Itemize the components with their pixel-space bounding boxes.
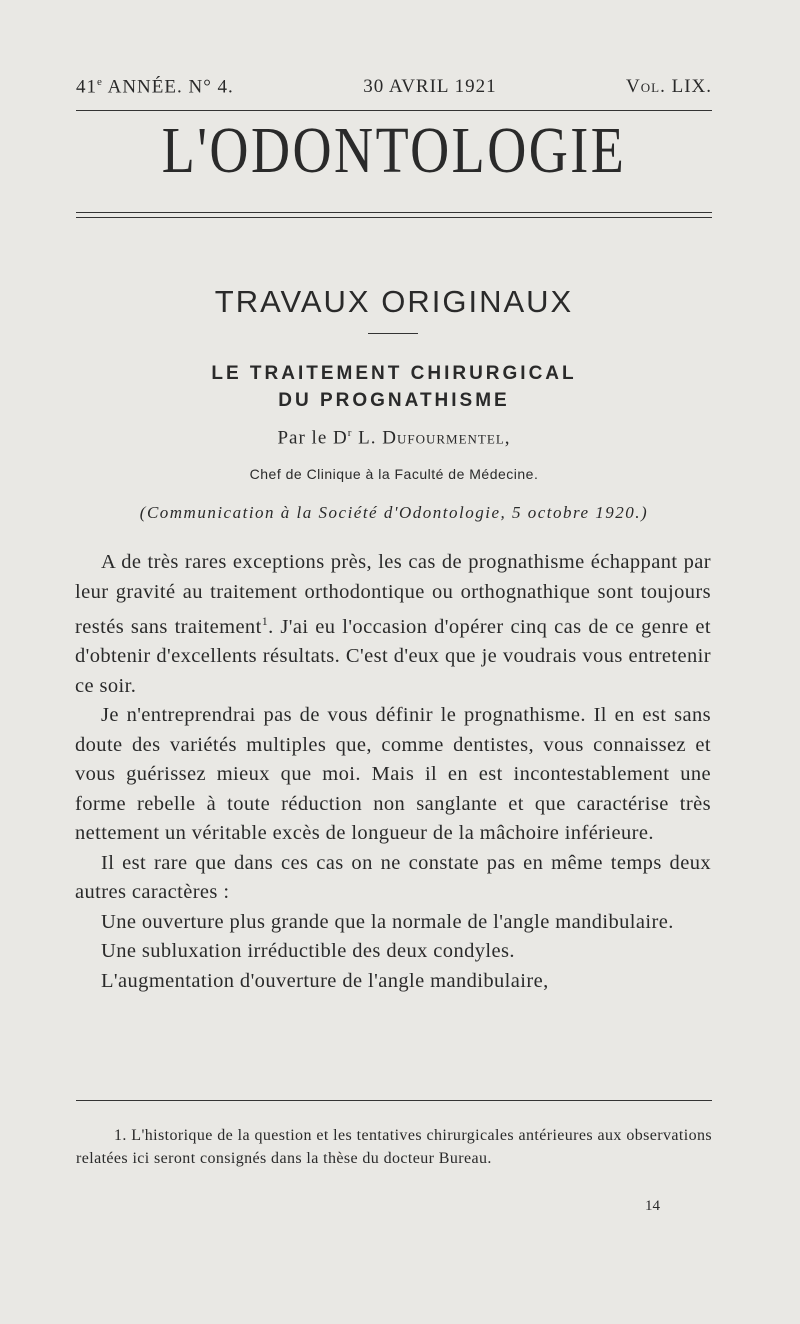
article-title-line-2: DU PROGNATHISME [278,390,510,411]
author-affiliation: Chef de Clinique à la Faculté de Médecine. [249,466,539,482]
paragraph-6: L'augmentation d'ouverture de l'angle mandibulaire, [101,969,549,992]
running-header [76,76,712,98]
paragraph-3: Il est rare que dans ces cas on ne constate pas en même temps deux autres caractères : [75,851,711,904]
header-rule [76,110,712,111]
article-author: Par le $D^r$ L. Dufourmentel, [277,427,511,449]
issue-info: 41e ANNÉE. N° 4. [76,76,234,98]
title-rule-upper [76,212,712,213]
article-body [75,548,711,996]
issue-date: 30 AVRIL 1921 [363,76,497,98]
title-rule-lower [76,217,712,218]
volume-number: Vol. LIX. [626,76,712,98]
paragraph-4: Une ouverture plus grande que la normale de l'angle mandibulaire. [101,910,674,933]
footnote: 1. L'historique de la question et les tentatives chirurgicales antérieures aux observations relatées ici seront consignés dans la thèse du docteur Bureau. [76,1127,712,1167]
section-title: TRAVAUX ORIGINAUX [214,284,574,319]
footnote-ref: 1 [261,614,269,628]
paragraph-1: A de très rares exceptions près, les cas de prognathisme échappant par leur gravité au traitement orthodontique ou orthognathique sont toujours restés sans traitement$^1$. J'ai eu l'occasion d'opérer cinq cas de ce genre et d'obtenir d'excellents résultats. C'est d'eux que je voudrais vous entretenir ce soir. [75,551,711,697]
journal-title: L'ODONTOLOGIE [161,114,627,187]
page-number: 14 [645,1198,660,1214]
article-title [76,360,712,414]
article-title-line-1: LE TRAITEMENT CHIRURGICAL [211,363,577,384]
section-divider [368,333,418,334]
footnote-rule [76,1100,712,1101]
paragraph-5: Une subluxation irréductible des deux condyles. [101,940,515,963]
paragraph-2: Je n'entreprendrai pas de vous définir le prognathisme. Il en est sans doute des variétés multiples que, comme dentistes, vous connaissez et vous guérissez mieux que moi. Mais il en est incontestablement une forme rebelle à toute réduction non sanglante et que caractérise très nettement un véritable excès de longueur de la mâchoire inférieure. [75,704,711,845]
communication-note: (Communication à la Société d'Odontologie, 5 octobre 1920.) [139,503,649,522]
